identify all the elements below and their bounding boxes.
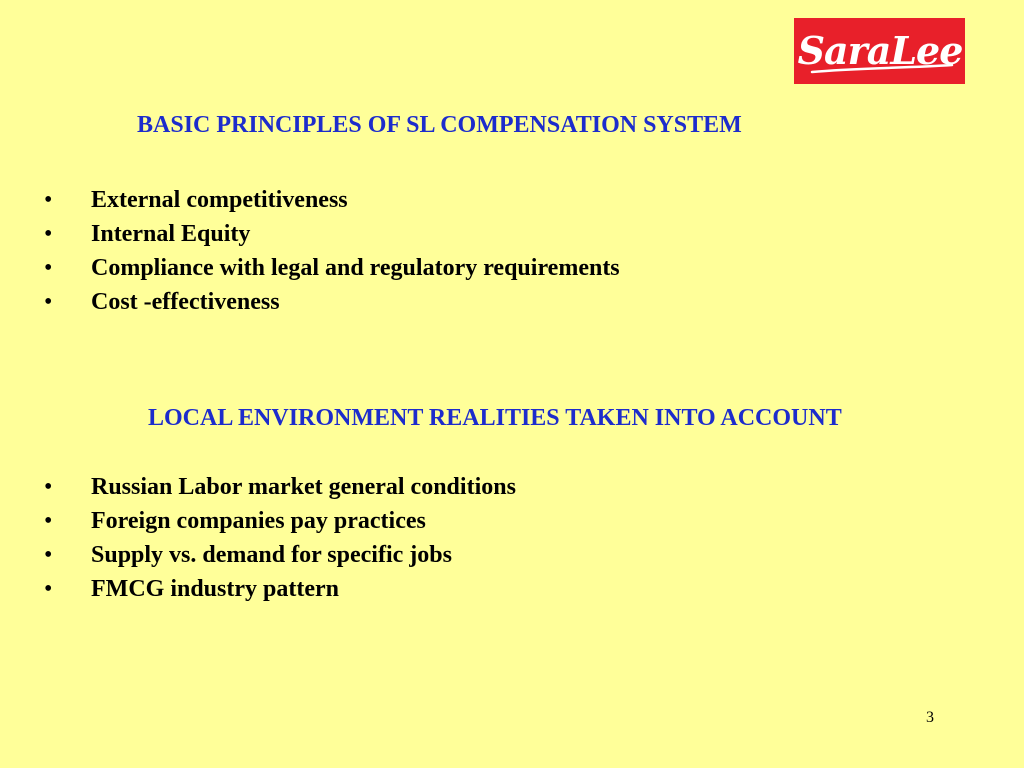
sara-lee-logo xyxy=(794,18,965,84)
bullet: • xyxy=(44,289,53,315)
bullet: • xyxy=(44,508,53,534)
heading-local-environment: LOCAL ENVIRONMENT REALITIES TAKEN INTO ACCOUNT xyxy=(148,405,842,431)
list-item-text: FMCG industry pattern xyxy=(91,576,339,602)
bullet: • xyxy=(44,187,53,213)
list-item-text: Internal Equity xyxy=(91,221,251,247)
bullet: • xyxy=(44,255,53,281)
list-item-text: Cost -effectiveness xyxy=(91,289,280,315)
bullet: • xyxy=(44,474,53,500)
list-item-text: Foreign companies pay practices xyxy=(91,508,426,534)
list-item-text: Russian Labor market general conditions xyxy=(91,474,516,500)
list-item-text: External competitiveness xyxy=(91,187,348,213)
list-item-text: Compliance with legal and regulatory requirements xyxy=(91,255,620,281)
list-item-text: Supply vs. demand for specific jobs xyxy=(91,542,452,568)
bullet: • xyxy=(44,542,53,568)
bullet: • xyxy=(44,576,53,602)
page-number: 3 xyxy=(926,709,934,726)
sara-lee-logo-image xyxy=(794,18,965,84)
svg-text:SaraLee: SaraLee xyxy=(797,28,963,73)
bullet: • xyxy=(44,221,53,247)
heading-basic-principles: BASIC PRINCIPLES OF SL COMPENSATION SYSTEM xyxy=(137,112,742,138)
